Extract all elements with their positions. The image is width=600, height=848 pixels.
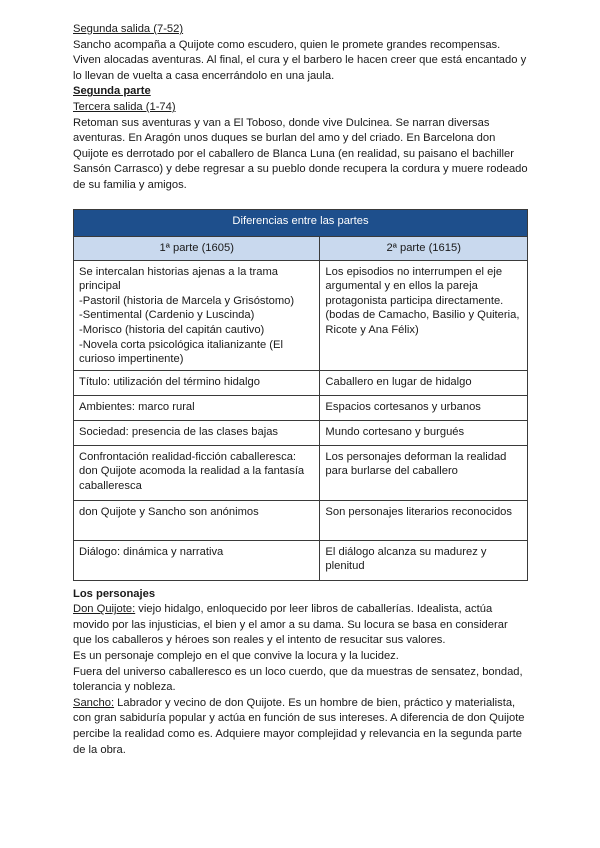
section-body-segunda-salida: Sancho acompaña a Quijote como escudero, quien le promete grandes recompensas. Viven alocadas aventuras. Al final, el cura y el barbero le hacen creer que está encantado y lo llevan de vuelta a casa encerrándolo en una jaula.	[73, 38, 527, 82]
paragraph-quijote-cuerdo: Fuera del universo caballeresco es un loco cuerdo, que da muestras de sensatez, bondad, tolerancia y nobleza.	[73, 665, 523, 694]
table-cell-line: -Pastoril (historia de Marcela y Grisóstomo)	[79, 294, 295, 307]
table-cell: Título: utilización del término hidalgo	[74, 370, 320, 395]
table-row	[74, 260, 528, 370]
table-row	[74, 540, 528, 580]
table-title-row	[74, 209, 528, 236]
table-cell: Son personajes literarios reconocidos	[320, 500, 528, 540]
table-cell-line: -Novela corta psicológica italianizante (El curioso impertinente)	[79, 338, 283, 366]
part-heading-segunda-parte: Segunda parte	[73, 85, 151, 98]
label-don-quijote: Don Quijote:	[73, 603, 136, 616]
section-body-tercera-salida: Retoman sus aventuras y van a El Toboso, donde vive Dulcinea. Se narran diversas aventuras. En Aragón unos duques se burlan del amo y del criado. En Barcelona don Quijote es derrotado por el caballero de Blanca Luna (en realidad, su paisano el bachiller Sansón Carrasco) y debe regresar a su pueblo donde recupera la cordura y muere rodeado de su familia y amigos.	[73, 116, 528, 191]
section-heading-segunda-salida: Segunda salida (7-52)	[73, 23, 184, 35]
text-sancho: Labrador y vecino de don Quijote. Es un hombre de bien, práctico y materialista, con gran sabiduría popular y actúa en función de sus intereses. A diferencia de don Quijote percibe la realidad como es. Adquiere mayor complejidad y relevancia en la segunda parte de la obra.	[73, 696, 525, 756]
table-cell-line: -Morisco (historia del capitán cautivo)	[79, 323, 265, 336]
document-page	[73, 22, 529, 758]
table-cell: Los personajes deforman la realidad para burlarse del caballero	[320, 445, 528, 500]
table-cell: Mundo cortesano y burgués	[320, 420, 528, 445]
table-title: Diferencias entre las partes	[74, 209, 528, 236]
table-cell: don Quijote y Sancho son anónimos	[74, 500, 320, 540]
column-header-second-part: 2ª parte (1615)	[320, 236, 528, 260]
table-cell: Caballero en lugar de hidalgo	[320, 370, 528, 395]
table-row	[74, 500, 528, 540]
table-row	[74, 395, 528, 420]
section-heading-personajes: Los personajes	[73, 587, 156, 600]
table-row	[74, 370, 528, 395]
paragraph-don-quijote	[73, 602, 529, 649]
table-cell	[74, 260, 320, 370]
table-cell: Confrontación realidad-ficción caballeresca: don Quijote acomoda la realidad a la fantasía caballeresca	[74, 445, 320, 500]
table-cell-line: Se intercalan historias ajenas a la trama principal	[79, 265, 278, 293]
paragraph-sancho	[73, 696, 529, 758]
text-don-quijote: viejo hidalgo, enloquecido por leer libros de caballerías. Idealista, actúa movido por las injusticias, el bien y el amor a su dama. Su locura se basa en considerar que los caballeros y héroes son reales y el intento de resucitar sus valores.	[73, 603, 508, 647]
table-cell: Espacios cortesanos y urbanos	[320, 395, 528, 420]
table-row	[74, 420, 528, 445]
table-cell-line: -Sentimental (Cardenio y Luscinda)	[79, 309, 255, 322]
table-cell: El diálogo alcanza su madurez y plenitud	[320, 540, 528, 580]
table-cell: Ambientes: marco rural	[74, 395, 320, 420]
label-sancho: Sancho:	[73, 696, 115, 709]
paragraph-quijote-complejo: Es un personaje complejo en el que convive la locura y la lucidez.	[73, 650, 399, 663]
differences-table	[73, 209, 528, 581]
table-row	[74, 445, 528, 500]
table-cell: Sociedad: presencia de las clases bajas	[74, 420, 320, 445]
table-cell: Los episodios no interrumpen el eje argumental y en ellos la pareja protagonista participa directamente. (bodas de Camacho, Basilio y Quiteria, Ricote y Ana Félix)	[320, 260, 528, 370]
column-header-first-part: 1ª parte (1605)	[74, 236, 320, 260]
table-header-row	[74, 236, 528, 260]
table-cell: Diálogo: dinámica y narrativa	[74, 540, 320, 580]
section-heading-tercera-salida: Tercera salida (1-74)	[73, 100, 176, 113]
